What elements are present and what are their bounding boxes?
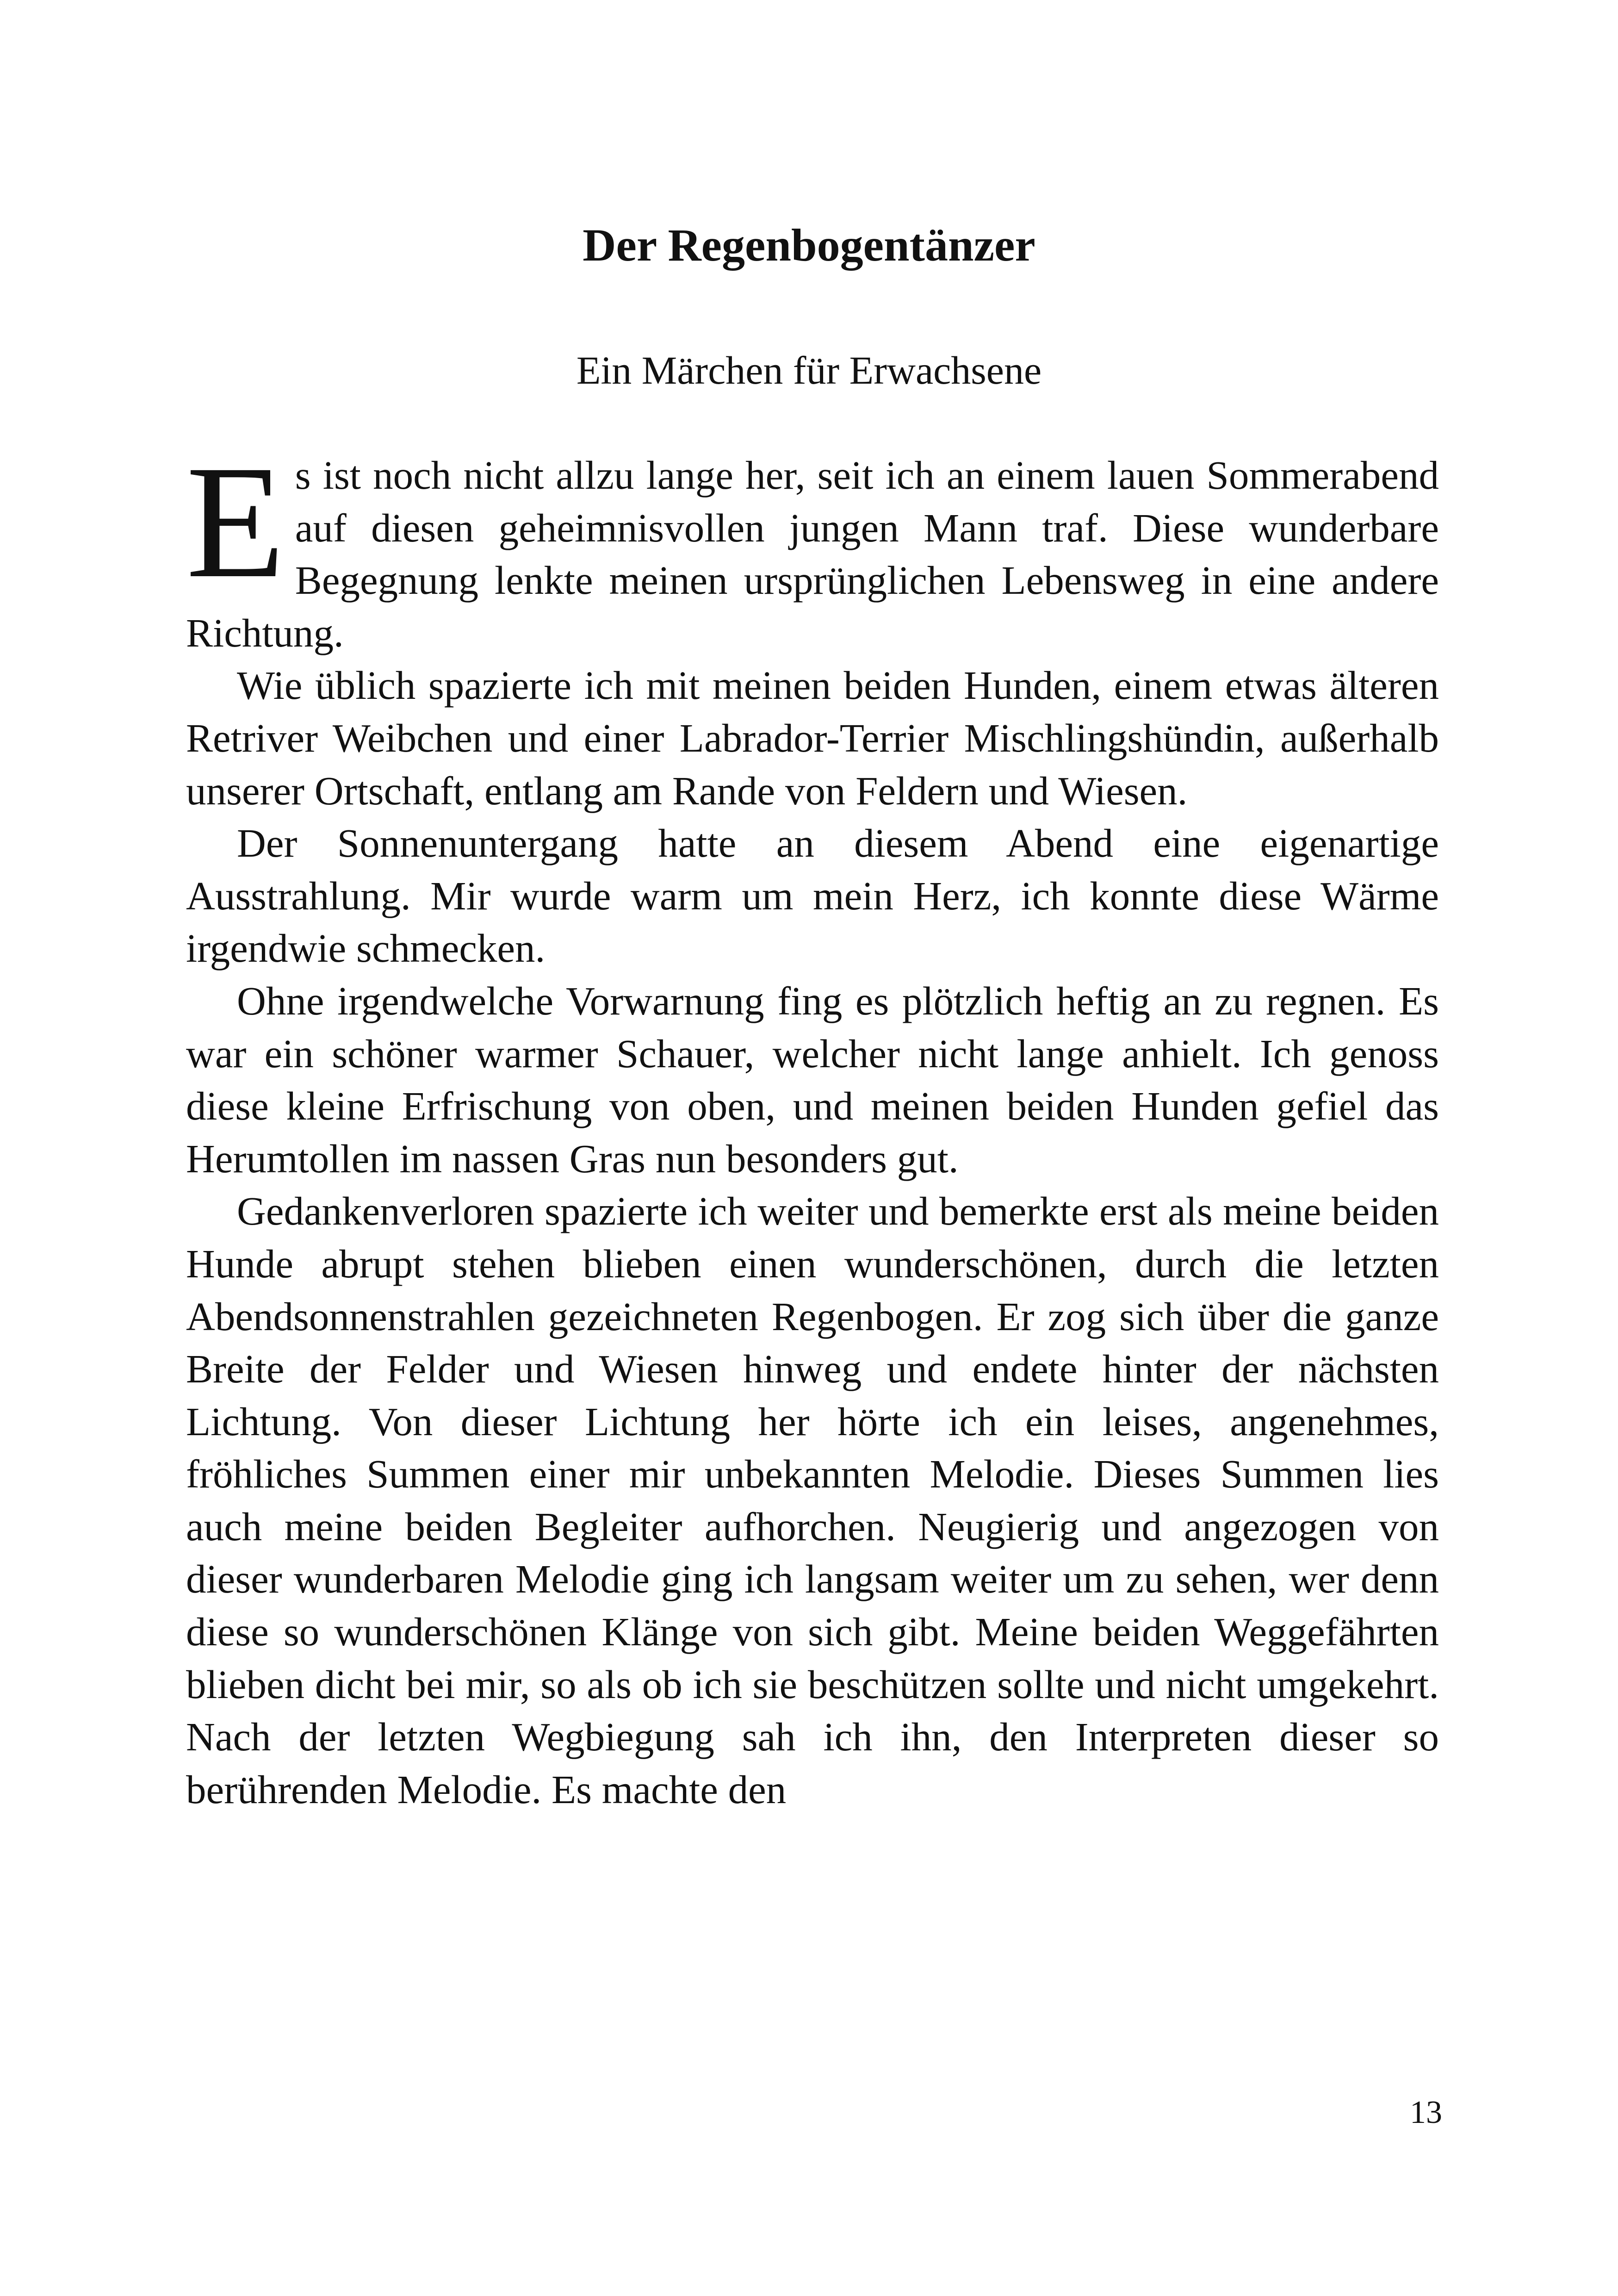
paragraph-4: Ohne irgendwelche Vorwarnung fing es plötzlich heftig an zu regnen. Es war ein schöner warmer Schauer, welcher nicht lange anhielt. Ich genoss diese kleine Erfrischung von oben, und meinen beiden Hunden gefiel das Herumtollen im nassen Gras nun besonders gut. <box>186 978 1439 1181</box>
page-number: 13 <box>1410 2095 1442 2130</box>
body-text <box>186 432 1439 1816</box>
paragraph-1 <box>186 432 1439 659</box>
subtitle: Ein Märchen für Erwachsene <box>576 348 1042 392</box>
paragraph-5: Gedankenverloren spazierte ich weiter und bemerkte erst als meine beiden Hunde abrupt stehen blieben einen wunderschönen, durch die letzten Abendsonnenstrahlen gezeichneten Regenbogen. Er zog sich über die ganze Breite der Felder und Wiesen hinweg und endete hinter der nächsten Lichtung. Von dieser Lichtung her hörte ich ein leises, angenehmes, fröhliches Summen einer mir unbekannten Melodie. Dieses Summen lies auch meine beiden Begleiter aufhorchen. Neugierig und angezogen von dieser wunderbaren Melodie ging ich langsam weiter um zu sehen, wer denn diese so wunderschönen Klänge von sich gibt. Meine beiden Weggefährten blieben dicht bei mir, so als ob ich sie beschützen sollte und nicht umgekehrt. Nach der letzten Wegbiegung sah ich ihn, den Interpreten dieser so berührenden Melodie. Es machte den <box>186 1188 1439 1812</box>
paragraph-1-text: s ist noch nicht allzu lange her, seit ich an einem lauen Sommerabend auf diesen geheimnisvollen jungen Mann traf. Diese wunderbare Begegnung lenkte meinen ursprünglichen Lebensweg in eine andere Richtung. <box>186 453 1439 655</box>
page-title: Der Regenbogentänzer <box>583 219 1035 271</box>
paragraph-3: Der Sonnenuntergang hatte an diesem Abend eine eigenartige Ausstrahlung. Mir wurde warm um mein Herz, ich konnte diese Wärme irgendwie schmecken. <box>186 821 1439 971</box>
paragraph-2: Wie üblich spazierte ich mit meinen beiden Hunden, einem etwas älteren Retriver Weibchen und einer Labrador-Terrier Mischlingshündin, außerhalb unserer Ortschaft, entlang am Rande von Feldern und Wiesen. <box>186 663 1439 813</box>
drop-cap: E <box>186 432 285 611</box>
